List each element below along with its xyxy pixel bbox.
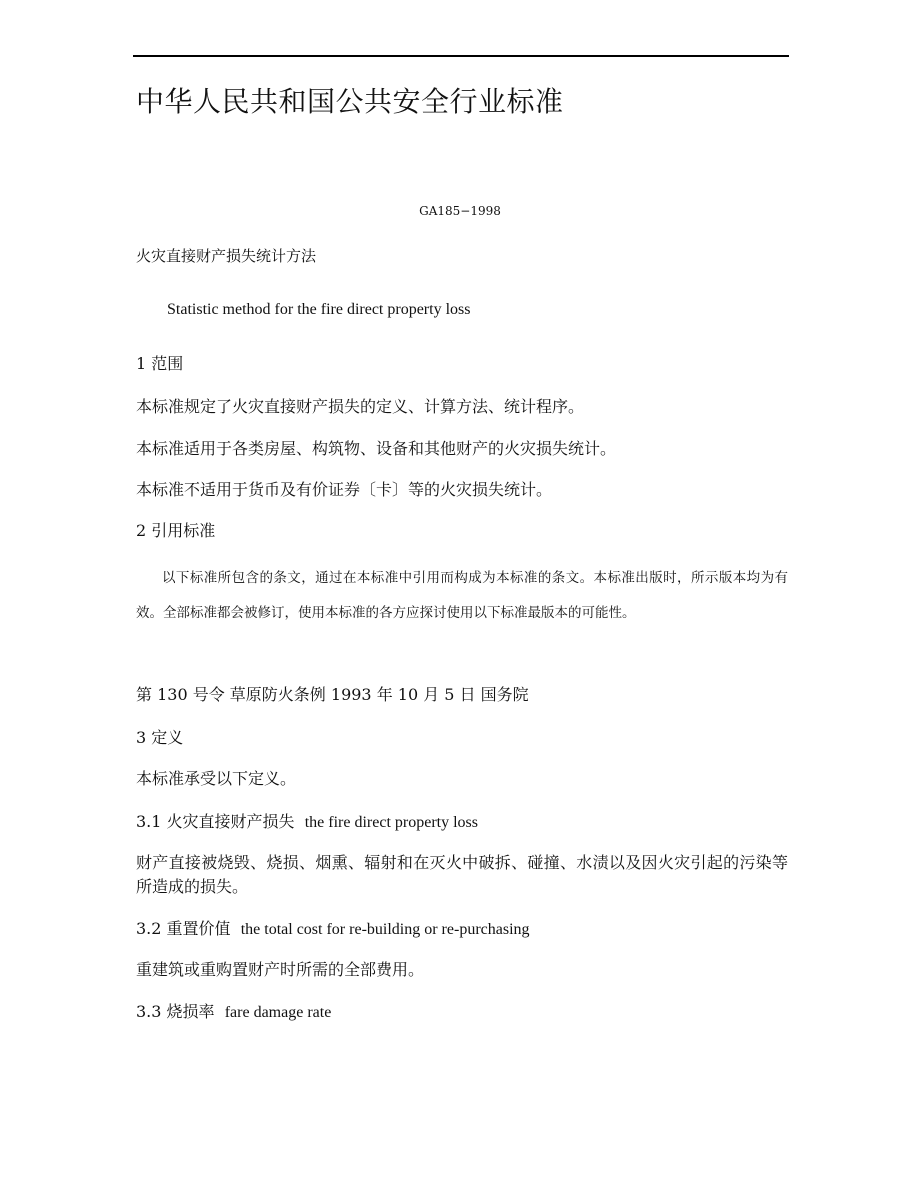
section-1-line-2: 本标准适用于各类房屋、构筑物、设备和其他财产的火灾损失统计。	[136, 439, 617, 458]
section-1-line-3: 本标准不适用于货币及有价证券〔卡〕等的火灾损失统计。	[136, 480, 553, 499]
section-3-heading: 3 定义	[136, 728, 184, 747]
definition-3-1-english: the fire direct property loss	[304, 814, 478, 831]
section-1-heading: 1 范围	[136, 354, 184, 373]
definition-3-1	[136, 811, 478, 834]
section-2-heading: 2 引用标准	[136, 521, 216, 540]
section-2-paragraph: 以下标准所包含的条文，通过在本标准中引用而构成为本标准的条文。本标准出版时，所示版本均为有效。全部标准都会被修订，使用本标准的各方应探讨使用以下标准最版本的可能性。	[136, 570, 788, 621]
standard-header-title: 中华人民共和国公共安全行业标准	[136, 85, 564, 118]
section-2-reference: 第 130 号令 草原防火条例 1993 年 10 月 5 日 国务院	[136, 685, 529, 704]
definition-3-3	[136, 1001, 331, 1024]
standard-code: GA185−1998	[419, 204, 501, 218]
definition-3-1-term: 3.1 火灾直接财产损失	[136, 812, 295, 831]
definition-3-2-english: the total cost for re-building or re-purchasing	[240, 921, 530, 938]
definition-3-1-text: 财产直接被烧毁、烧损、烟熏、辐射和在灭火中破拆、碰撞、水渍以及因火灾引起的污染等所造成的损失。	[136, 853, 788, 896]
definition-3-2-term: 3.2 重置价值	[136, 919, 231, 938]
document-title-en: Statistic method for the fire direct property loss	[167, 301, 471, 318]
document-title-cn: 火灾直接财产损失统计方法	[136, 247, 317, 265]
section-1-line-1: 本标准规定了火灾直接财产损失的定义、计算方法、统计程序。	[136, 397, 585, 416]
definition-3-2	[136, 918, 530, 941]
definition-3-3-term: 3.3 烧损率	[136, 1002, 215, 1021]
definition-3-2-text: 重建筑或重购置财产时所需的全部费用。	[136, 960, 425, 979]
definition-3-3-english: fare damage rate	[224, 1004, 332, 1021]
section-3-intro: 本标准承受以下定义。	[136, 769, 297, 788]
top-rule	[133, 55, 789, 57]
